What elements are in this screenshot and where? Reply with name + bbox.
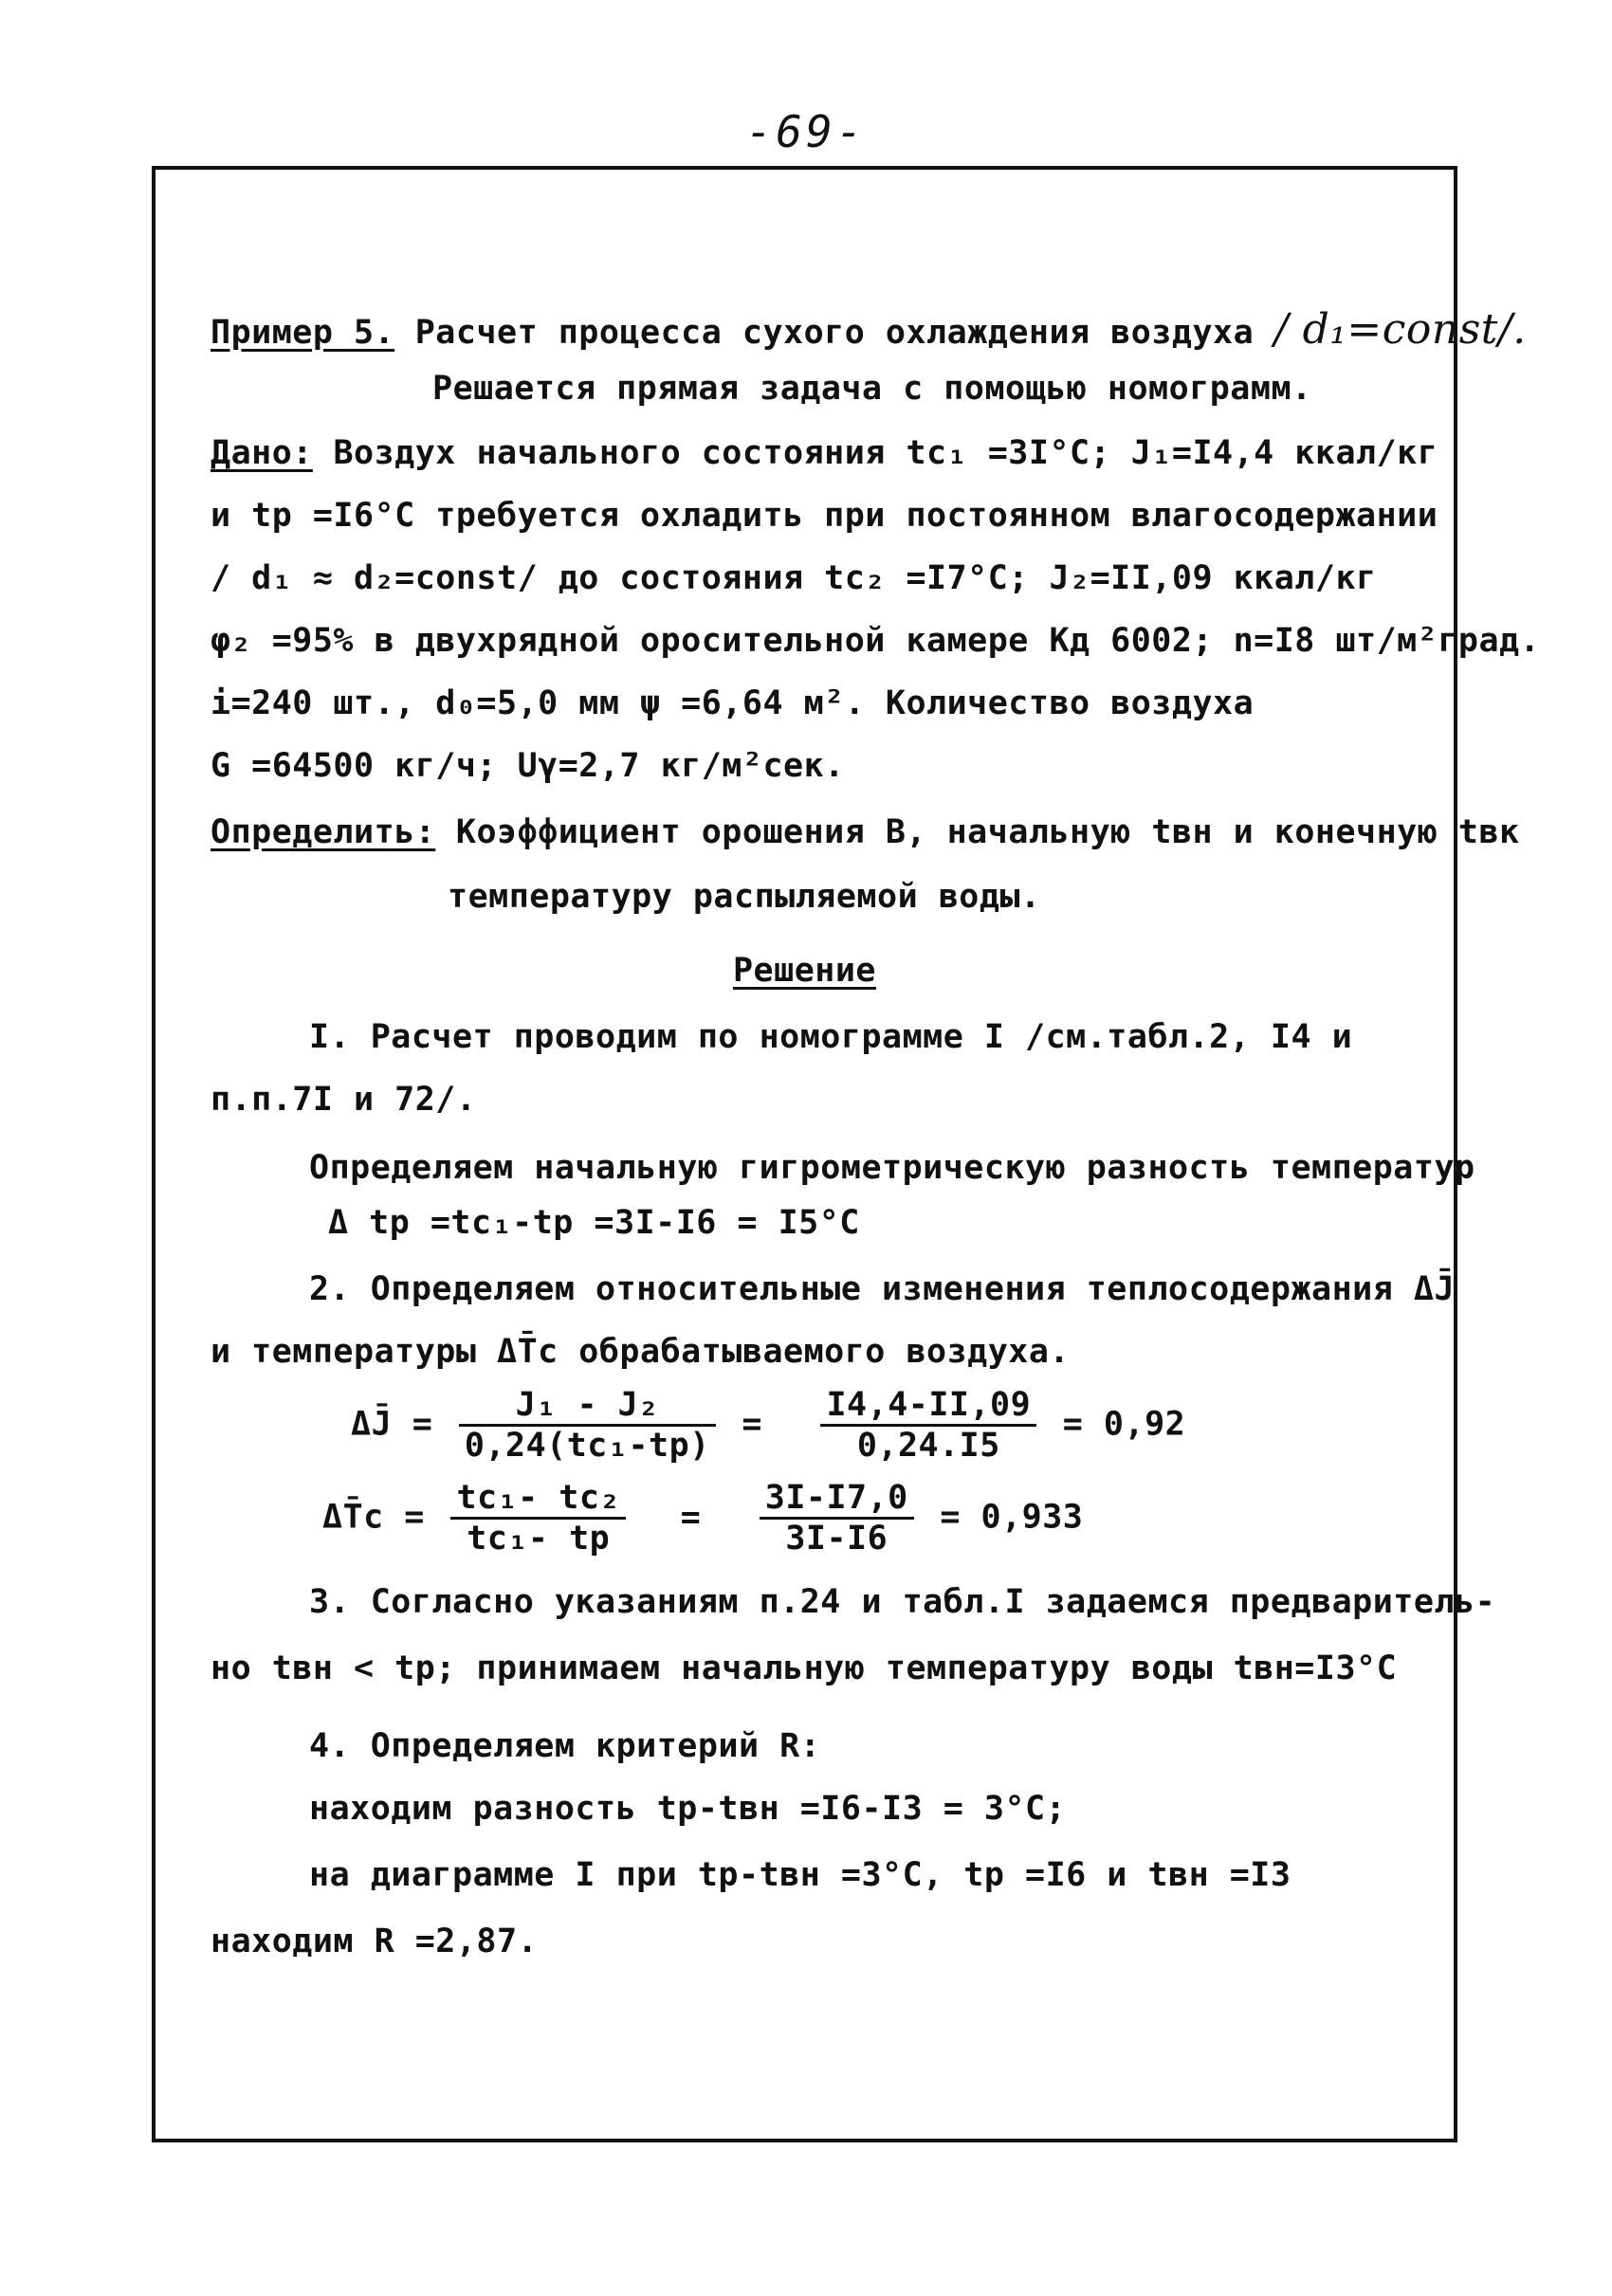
step2-line-b: и температуры ΔT̄с обрабатываемого воздуха. [211,1333,1071,1371]
title-line [211,305,1527,354]
title-formula: / d₁=const/. [1273,305,1527,354]
step4-line-a: 4. Определяем критерий R: [309,1727,821,1765]
formula-j-den2: 0,24.I5 [856,1427,1000,1465]
find-text-1: Коэффициент орошения В, начальную tвн и конечную tвк [455,813,1520,851]
formula-t-lhs: ΔT̄с = [322,1498,425,1537]
given-line-3: / d₁ ≈ d₂=const/ до состояния tс₂ =I7°С; J₂=II,09 ккал/кг [211,559,1377,597]
formula-j-num2: I4,4-II,09 [820,1386,1036,1427]
given-line-6: G =64500 кг/ч; Uγ=2,7 кг/м²сек. [211,747,845,785]
formula-j-den1: 0,24(tс₁-tр) [464,1427,710,1465]
formula-j-fraction-1 [459,1386,716,1465]
formula-delta-t [322,1479,1083,1558]
step4-line-d: находим R =2,87. [211,1922,539,1960]
given-line-4: φ₂ =95% в двухрядной оросительной камере Кд 6002; n=I8 шт/м²град. [211,622,1541,660]
formula-t-num1: tс₁- tс₂ [450,1479,626,1520]
given-line-1 [211,434,1438,472]
title: Расчет процесса сухого охлаждения воздуха [414,314,1255,352]
solution-heading-row [152,952,1457,990]
given-line-5: i=240 шт., d₀=5,0 мм ψ =6,64 м². Количество воздуха [211,684,1255,722]
find-label: Определить: [211,813,436,851]
step3-line-b: но tвн < tр; принимаем начальную температуру воды tвн=I3°С [211,1649,1398,1687]
step1-line-a: I. Расчет проводим по номограмме I /см.табл.2, I4 и [309,1018,1353,1056]
step2-line-a: 2. Определяем относительные изменения теплосодержания ΔJ̄ [309,1270,1456,1308]
find-line-1 [211,813,1520,851]
given-label: Дано: [211,434,313,472]
given-text-1: Воздух начального состояния tс₁ =3I°С; J₁=I4,4 ккал/кг [333,434,1438,472]
find-line-2: температуру распыляемой воды. [448,878,1041,916]
formula-t-num2: 3I-I7,0 [760,1479,914,1520]
step1-formula: Δ tр =tс₁-tр =3I-I6 = I5°С [328,1204,860,1242]
page-number: -69- [745,106,867,157]
step3-line-a: 3. Согласно указаниям п.24 и табл.I задаемся предваритель- [309,1583,1496,1621]
formula-t-fraction-2 [760,1479,914,1558]
subtitle: Решается прямая задача с помощью номограмм. [432,370,1312,408]
formula-j-lhs: ΔJ̄ = [351,1405,433,1444]
formula-j-num1: J₁ - J₂ [459,1386,716,1427]
formula-j-fraction-2 [820,1386,1036,1465]
step1-line-c: Определяем начальную гигрометрическую разность температур [309,1149,1475,1187]
example-label: Пример 5. [211,314,395,352]
formula-t-eq: = [680,1498,702,1537]
given-line-2: и tр =I6°С требуется охладить при постоянном влагосодержании [211,497,1438,535]
formula-t-den1: tс₁- tр [467,1520,611,1558]
step1-line-b: п.п.7I и 72/. [211,1081,477,1119]
solution-heading: Решение [732,952,876,990]
formula-t-result: = 0,933 [940,1498,1084,1537]
formula-t-fraction-1 [450,1479,626,1558]
formula-delta-j [351,1386,1185,1465]
formula-t-den2: 3I-I6 [785,1520,888,1558]
step4-line-c: на диаграмме I при tр-tвн =3°С, tр =I6 и tвн =I3 [309,1856,1291,1894]
step4-line-b: находим разность tр-tвн =I6-I3 = 3°С; [309,1790,1067,1828]
formula-j-result: = 0,92 [1062,1405,1186,1444]
formula-j-eq: = [742,1405,762,1444]
